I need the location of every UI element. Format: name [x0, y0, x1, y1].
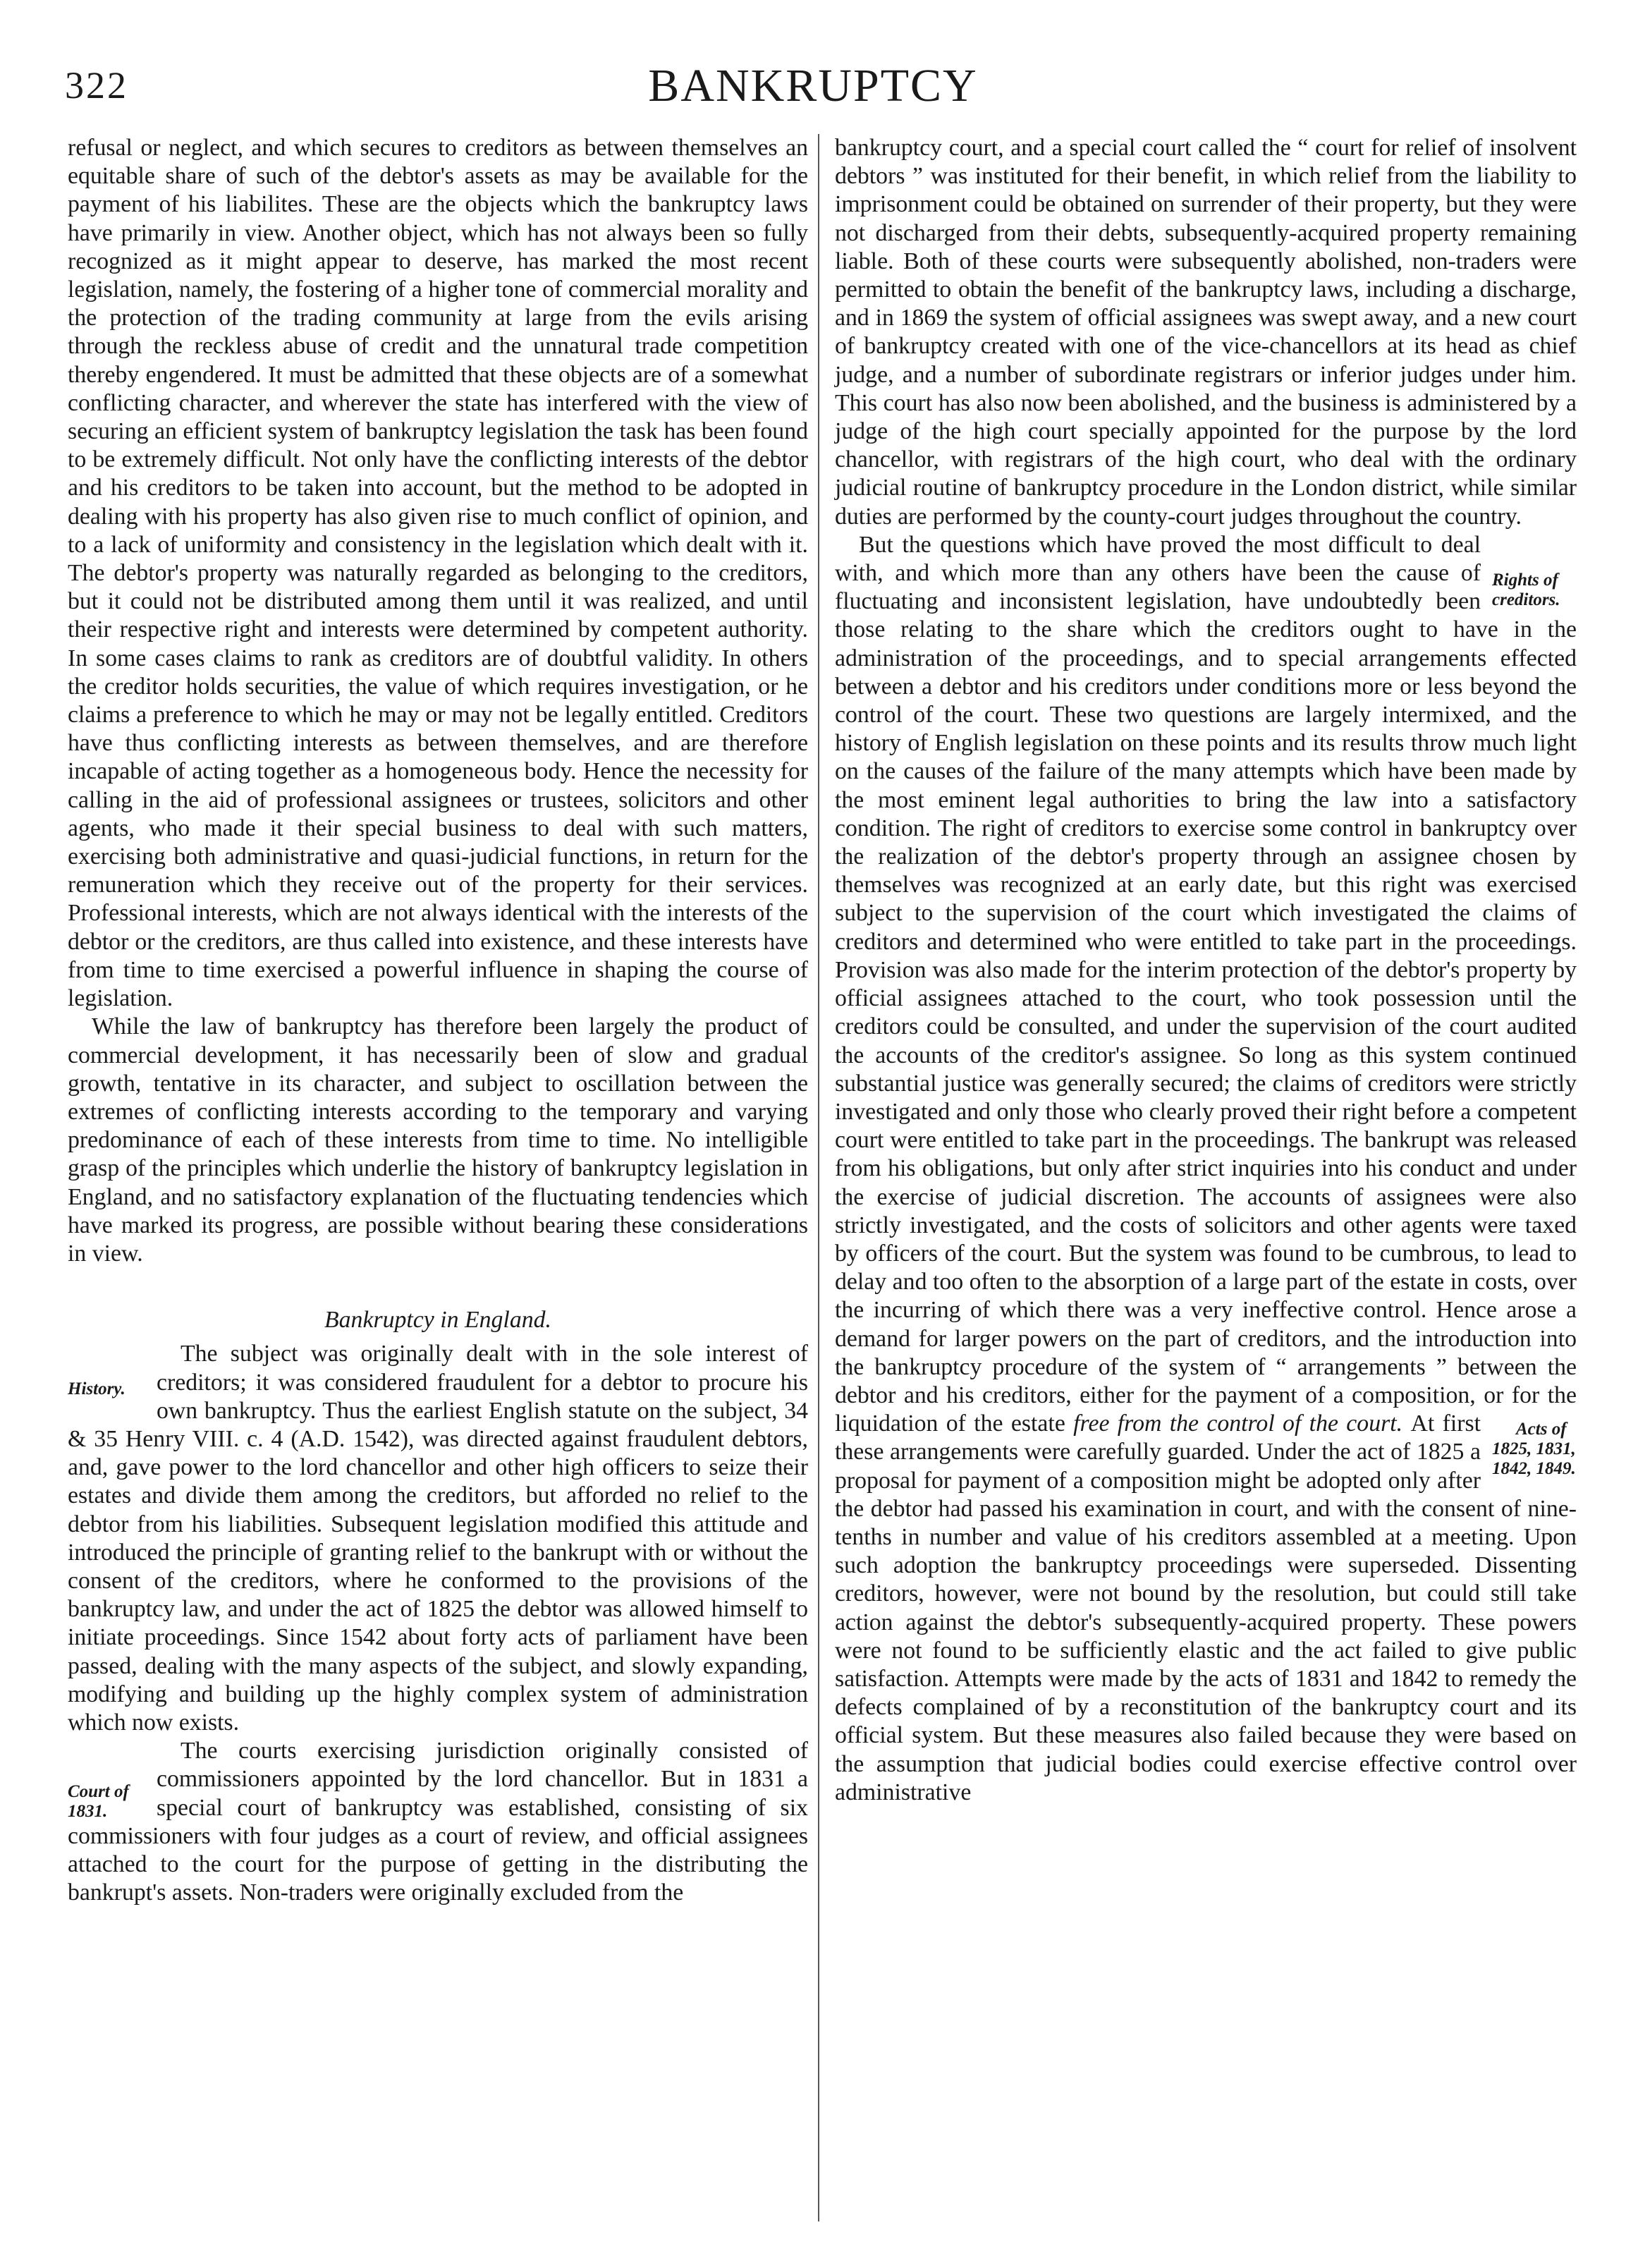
- paragraph: While the law of bankruptcy has therefore been largely the product of commercial development, it has necessarily been of slow and gradual growth, tentative in its character, and subject to oscillation between the extremes of conflicting interests according to the temporary and varying predominance of each of these interests from time to time. No intelligible grasp of the principles which underlie the history of bankruptcy legislation in England, and no satisfactory explanation of the fluctuating tendencies which have marked its progress, are possible without bearing these considerations in view.: [68, 1013, 808, 1267]
- column-divider: [818, 134, 819, 2221]
- sidenote-history: History.: [68, 1379, 126, 1399]
- sidenote-acts: Acts of 1825, 1831, 1842, 1849.: [1492, 1420, 1576, 1479]
- left-column: [68, 134, 808, 1907]
- running-title: BANKRUPTCY: [648, 60, 978, 111]
- paragraph: refusal or neglect, and which secures to creditors as between themselves an equitable share of such of the debtor's assets as may be available for the payment of his liabilites. These are the objects which the bankruptcy laws have primarily in view. Another object, which has not always been so fully recognized as it might appear to deserve, has marked the most recent legislation, namely, the fostering of a higher tone of commercial morality and the protection of the trading community at large from the evils arising through the reckless abuse of credit and the unnatural trade competition thereby engendered. It must be admitted that these objects are of a somewhat conflicting character, and wherever the state has interfered with the view of securing an efficient system of bankruptcy legislation the task has been found to be extremely difficult. Not only have the conflicting interests of the debtor and his creditors to be taken into account, but the method to be adopted in dealing with his property has also given rise to much conflict of opinion, and to a lack of uniformity and consistency in the legislation which dealt with it. The debtor's property was naturally regarded as belonging to the creditors, but it could not be distributed among them until it was realized, and until their respective right and interests were determined by competent authority. In some cases claims to rank as creditors are of doubtful validity. In others the creditor holds securities, the value of which requires investigation, or he claims a preference to which he may or may not be legally entitled. Creditors have thus conflicting interests as between themselves, and are therefore incapable of acting together as a homogeneous body. Hence the necessity for calling in the aid of professional assignees or trustees, solicitors and other agents, who made it their special business to deal with such matters, exercising both administrative and quasi-judicial functions, in return for the remuneration which they receive out of the property for their services. Professional interests, which are not always identical with the interests of the debtor or the creditors, are thus called into existence, and these interests have from time to time exercised a powerful influence in shaping the course of legislation.: [68, 135, 808, 1012]
- paragraph: [835, 531, 1577, 1807]
- section-heading: Bankruptcy in England.: [324, 1307, 551, 1334]
- paragraph: The subject was originally dealt with in the sole interest of creditors; it was considered fraudulent for a debtor to procure his own bankruptcy. Thus the earliest English statute on the subject, 34 & 35 Henry VIII. c. 4 (A.D. 1542), was directed against fraudulent debtors, and, gave power to the lord chancellor and other high officers to seize their estates and divide them among the creditors, but afforded no relief to the debtor from his liabilities. Subsequent legislation modified this attitude and introduced the principle of granting relief to the bankrupt with or without the consent of the creditors, where he conformed to the provisions of the bankruptcy law, and under the act of 1825 the debtor was allowed himself to initiate proceedings. Since 1542 about forty acts of parliament have been passed, dealing with the many aspects of the subject, and slowly expanding, modifying and building up the highly complex system of administration which now exists.: [68, 1341, 808, 1736]
- paragraph: bankruptcy court, and a special court called the “ court for relief of insolvent debtors ” was instituted for their benefit, in which relief from the liability to imprisonment could be obtained on surrender of their property, but they were not discharged from their debts, subsequently-acquired property remaining liable. Both of these courts were subsequently abolished, non-traders were permitted to obtain the benefit of the bankruptcy laws, including a discharge, and in 1869 the system of official assignees was swept away, and a new court of bankruptcy created with one of the vice-chancellors at its head as chief judge, and a number of subordinate registrars or inferior judges under him. This court has also now been abolished, and the business is administered by a judge of the high court specially appointed for the purpose by the lord chancellor, with registrars of the high court, who deal with the ordinary judicial routine of bankruptcy procedure in the London district, while similar duties are performed by the county-court judges throughout the country.: [835, 135, 1577, 530]
- italic-phrase: free from the control of the court.: [1073, 1410, 1403, 1437]
- paragraph-text: At first these arrangements were carefully guarded. Under the act of 1825 a proposal for payment of a composition might be adopted only after the debtor had passed his examination in court, and with the consent of nine-tenths in number and value of his creditors assembled at a meeting. Upon such adoption the bankruptcy proceedings were superseded. Dissenting creditors, however, were not bound by the resolution, but could still take action against the debtor's subsequently-acquired property. These powers were not found to be sufficiently elastic and the act failed to give public satisfaction. Attempts were made by the acts of 1831 and 1842 to remedy the defects complained of by a reconstitution of the bankruptcy court and its official system. But these measures also failed because they were based on the assumption that judicial bodies could exercise effective control over administrative: [835, 1410, 1577, 1805]
- sidenote-court-1831: Court of 1831.: [68, 1782, 129, 1822]
- page-number: 322: [65, 64, 128, 106]
- paragraph: The courts exercising jurisdiction originally consisted of commissioners appointed by the lord chancellor. But in 1831 a special court of bankruptcy was established, consisting of six commissioners with four judges as a court of review, and official assignees attached to the court for the purpose of getting in the distributing the bankrupt's assets. Non-traders were originally excluded from the: [68, 1738, 808, 1906]
- paragraph-text: But the questions which have proved the most difficult to deal with, and which more than any others have been the cause of fluctuating and inconsistent legislation, have undoubtedly been those relating to the share which the creditors ought to have in the administration of the proceedings, and to special arrangements effected between a debtor and his creditors under conditions more or less beyond the control of the court. These two questions are largely intermixed, and the history of English legislation on these points and its results throw much light on the causes of the failure of the many attempts which have been made by the most eminent legal authorities to bring the law into a satisfactory condition. The right of creditors to exercise some control in bankruptcy over the realization of the debtor's property through an assignee chosen by themselves was recognized at an early date, but this right was exercised subject to the supervision of the court which investigated the claims of creditors and determined who were entitled to take part in the proceedings. Provision was also made for the interim protection of the debtor's property by official assignees attached to the court, who took possession until the creditors could be consulted, and under the supervision of the court audited the accounts of the creditor's assignee. So long as this system continued substantial justice was generally secured; the claims of creditors were strictly investigated and only those who clearly proved their right before a competent court were entitled to take part in the proceedings. The bankrupt was released from his obligations, but only after strict inquiries into his conduct and under the exercise of judicial discretion. The accounts of assignees were also strictly investigated, and the costs of solicitors and other agents were taxed by officers of the court. But the system was found to be cumbrous, to lead to delay and too often to the absorption of a large part of the estate in costs, over the incurring of which there was a very ineffective control. Hence arose a demand for larger powers on the part of creditors, and the introduction into the bankruptcy procedure of the system of “ arrangements ” between the debtor and his creditors, either for the payment of a composition, or for the liquidation of the estate: [835, 531, 1577, 1437]
- right-column: [835, 134, 1577, 1807]
- sidenote-rights-of-creditors: Rights of creditors.: [1492, 570, 1560, 609]
